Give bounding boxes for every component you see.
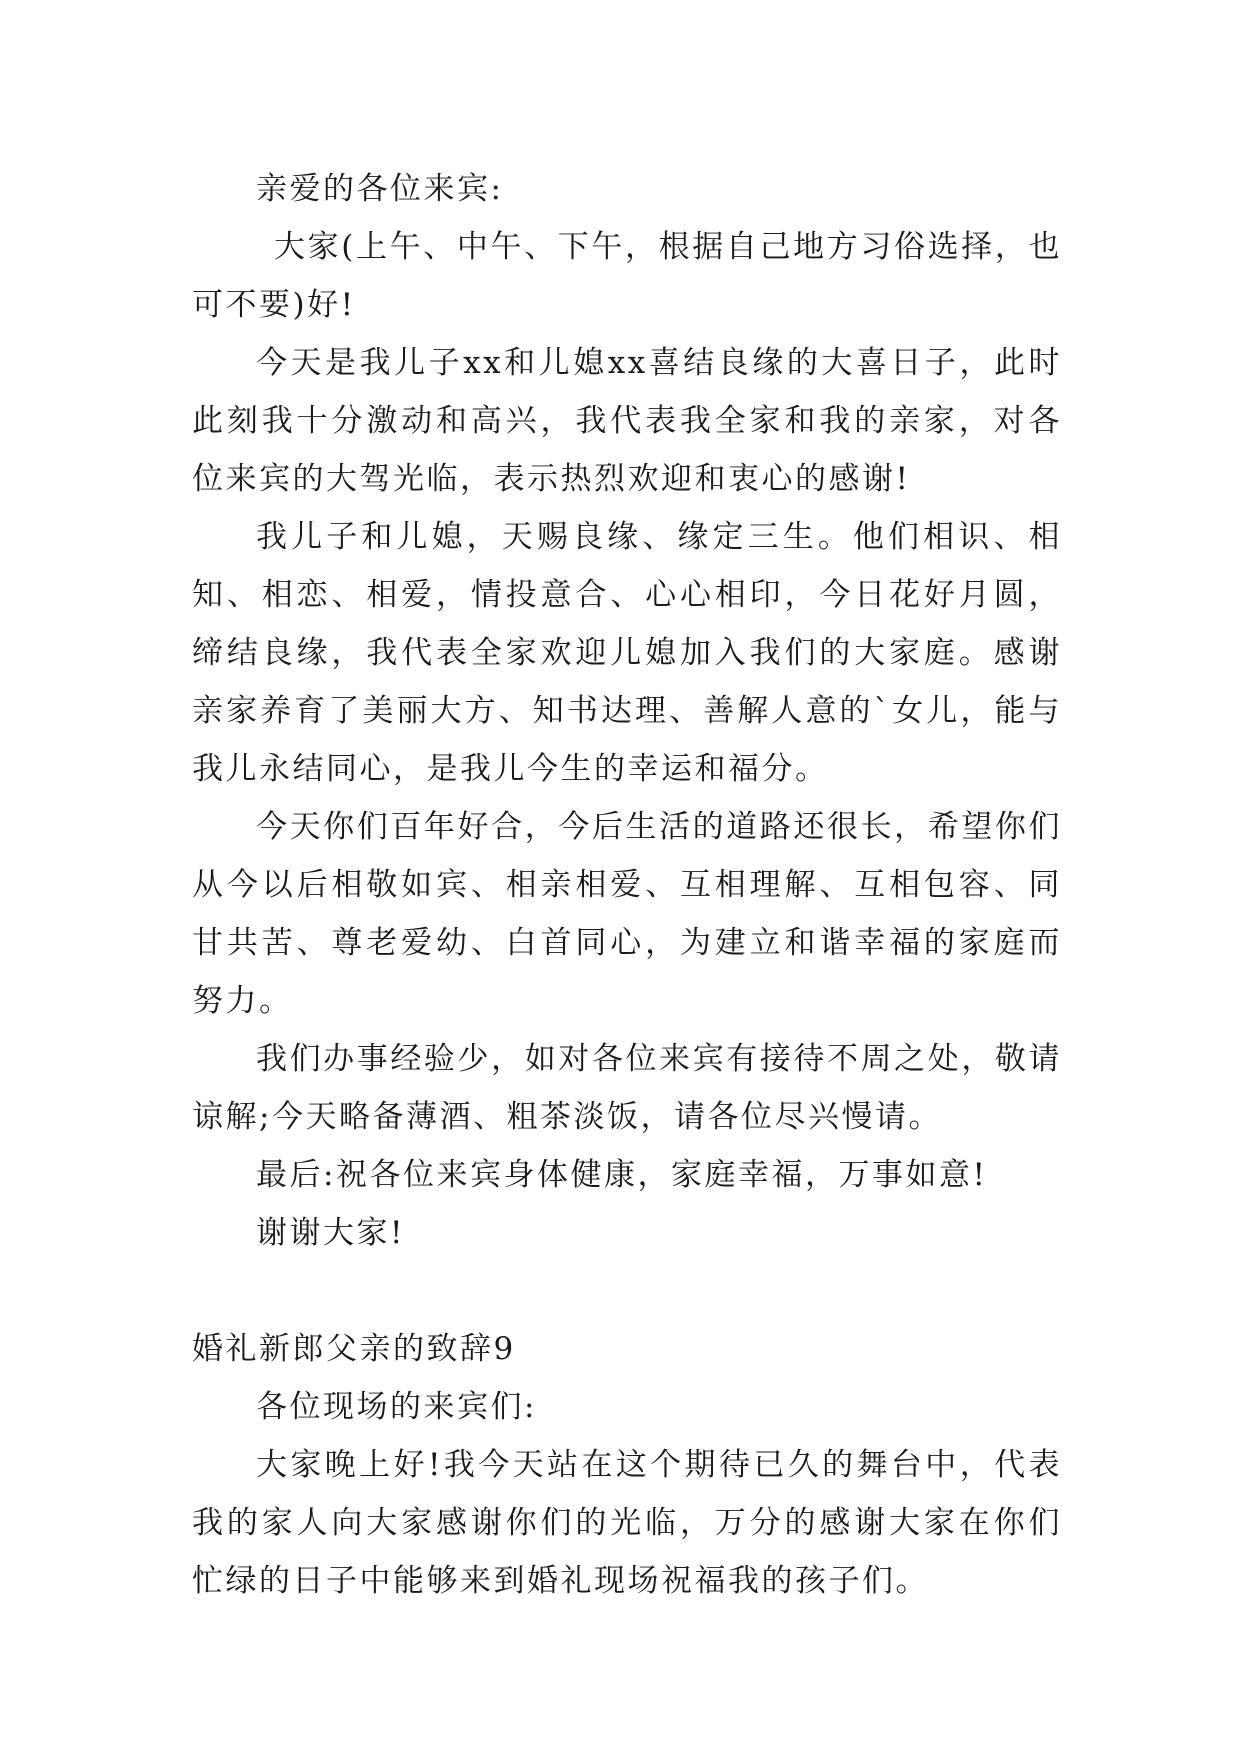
document-body <box>192 160 1062 1610</box>
section-greeting-line: 各位现场的来宾们: <box>256 1389 537 1425</box>
paragraph: 谢谢大家! <box>256 1215 405 1251</box>
greeting-line: 亲爱的各位来宾: <box>256 171 504 207</box>
section-paragraph: 大家晚上好!我今天站在这个期待已久的舞台中，代表我的家人向大家感谢你们的光临，万分的感谢大家在你们忙绿的日子中能够来到婚礼现场祝福我的孩子们。 <box>192 1447 1062 1599</box>
paragraph: 我们办事经验少，如对各位来宾有接待不周之处，敬请谅解;今天略备薄酒、粗茶淡饭，请各位尽兴慢请。 <box>192 1041 1062 1135</box>
paragraph: 我儿子和儿媳，天赐良缘、缘定三生。他们相识、相知、相恋、相爱，情投意合、心心相印，今日花好月圆，缔结良缘，我代表全家欢迎儿媳加入我们的大家庭。感谢亲家养育了美丽大方、知书达理、善解人意的`女儿，能与我儿永结同心，是我儿今生的幸运和福分。 <box>192 519 1062 787</box>
opening-paragraph: 大家(上午、中午、下午，根据自己地方习俗选择，也可不要)好! <box>192 229 1062 323</box>
paragraph: 今天你们百年好合，今后生活的道路还很长，希望你们从今以后相敬如宾、相亲相爱、互相理解、互相包容、同甘共苦、尊老爱幼、白首同心，为建立和谐幸福的家庭而努力。 <box>192 809 1062 1019</box>
section-title: 婚礼新郎父亲的致辞9 <box>192 1331 516 1367</box>
paragraph: 今天是我儿子xx和儿媳xx喜结良缘的大喜日子，此时此刻我十分激动和高兴，我代表我全家和我的亲家，对各位来宾的大驾光临，表示热烈欢迎和衷心的感谢! <box>192 345 1062 497</box>
paragraph: 最后:祝各位来宾身体健康，家庭幸福，万事如意! <box>256 1157 988 1193</box>
